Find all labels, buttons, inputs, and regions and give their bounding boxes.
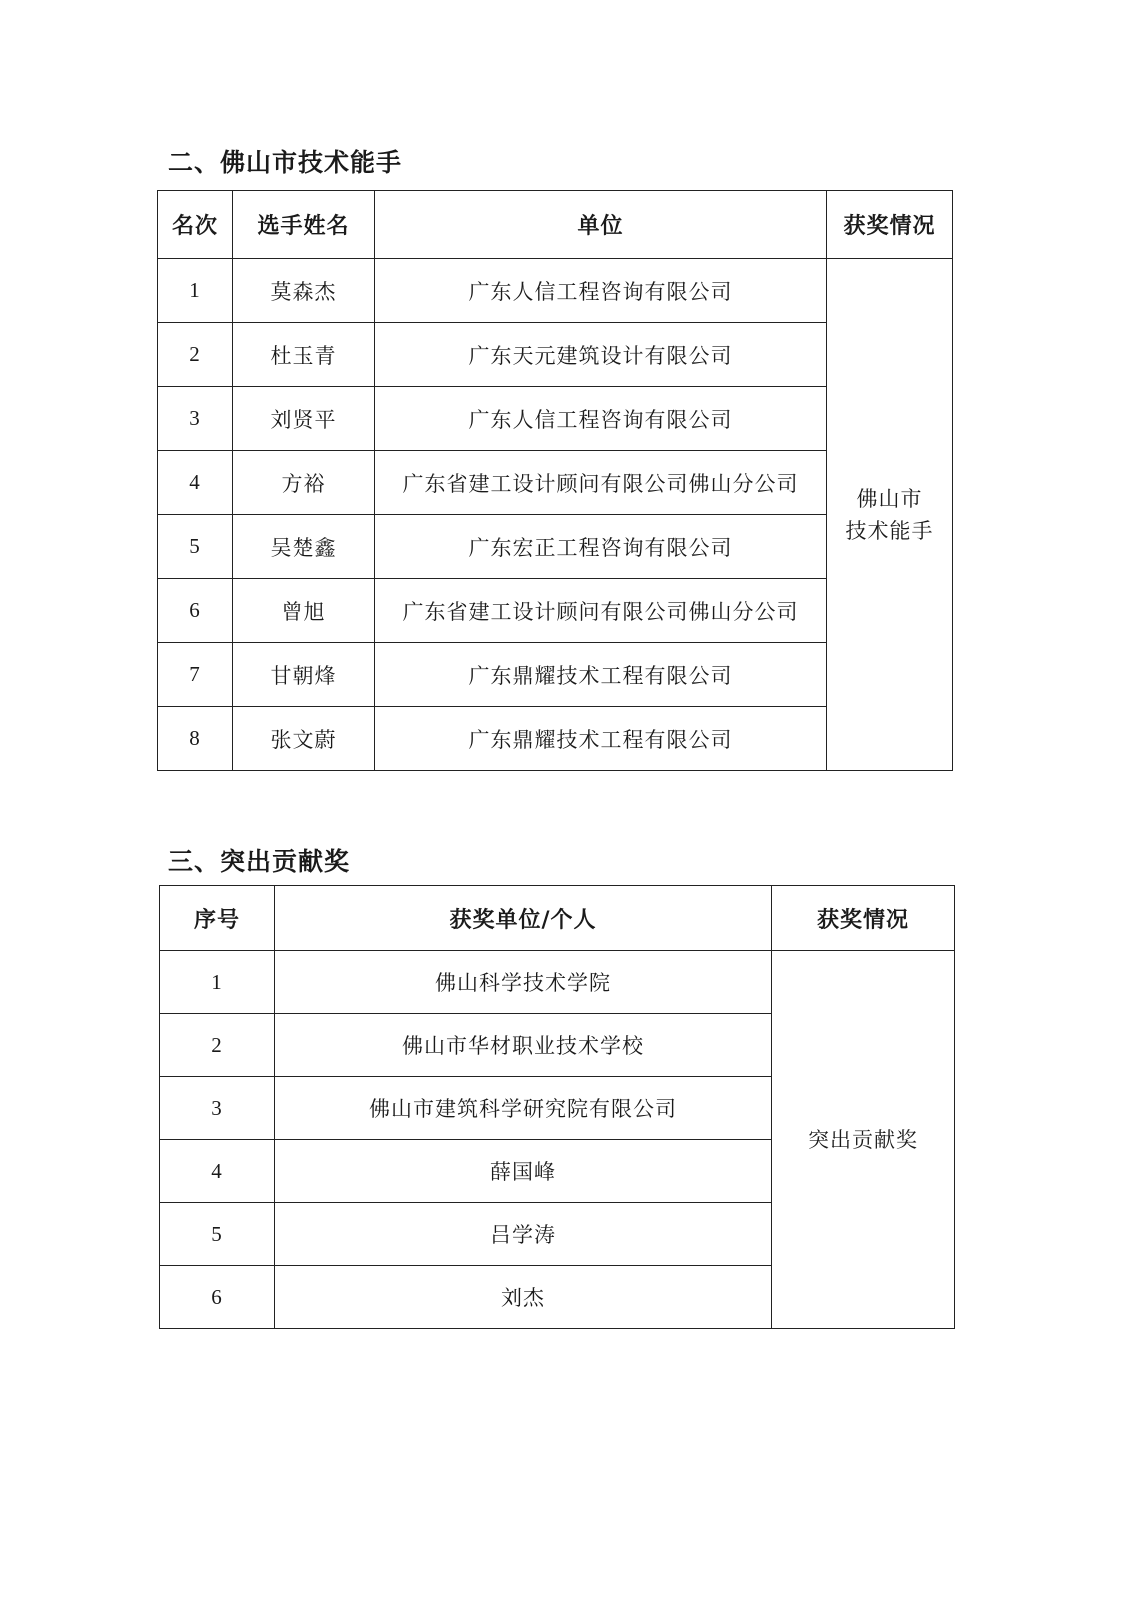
number-cell: 1: [160, 951, 275, 1014]
rank-cell: 2: [158, 323, 233, 387]
winner-cell: 刘杰: [275, 1266, 772, 1329]
rank-cell: 4: [158, 451, 233, 515]
header-rank: 名次: [158, 191, 233, 259]
name-cell: 甘朝烽: [233, 643, 375, 707]
header-number: 序号: [160, 886, 275, 951]
number-cell: 2: [160, 1014, 275, 1077]
table-header-row: [158, 191, 953, 259]
award-cell: [827, 259, 953, 771]
unit-cell: 广东天元建筑设计有限公司: [375, 323, 827, 387]
rank-cell: 7: [158, 643, 233, 707]
rank-cell: 1: [158, 259, 233, 323]
rank-cell: 8: [158, 707, 233, 771]
table-row: [158, 259, 953, 323]
table-header-row: [160, 886, 955, 951]
winner-cell: 薛国峰: [275, 1140, 772, 1203]
award-line: 佛山市: [856, 486, 923, 511]
rank-cell: 6: [158, 579, 233, 643]
section-title-outstanding-contribution: 三、突出贡献奖: [168, 847, 351, 876]
name-cell: 刘贤平: [233, 387, 375, 451]
name-cell: 莫森杰: [233, 259, 375, 323]
unit-cell: 广东人信工程咨询有限公司: [375, 387, 827, 451]
unit-cell: 广东鼎耀技术工程有限公司: [375, 643, 827, 707]
name-cell: 张文蔚: [233, 707, 375, 771]
rank-cell: 3: [158, 387, 233, 451]
unit-cell: 广东鼎耀技术工程有限公司: [375, 707, 827, 771]
name-cell: 吴楚鑫: [233, 515, 375, 579]
unit-cell: 广东省建工设计顾问有限公司佛山分公司: [375, 579, 827, 643]
rank-cell: 5: [158, 515, 233, 579]
name-cell: 杜玉青: [233, 323, 375, 387]
number-cell: 6: [160, 1266, 275, 1329]
award-cell: 突出贡献奖: [772, 951, 955, 1329]
header-winner: 获奖单位/个人: [275, 886, 772, 951]
number-cell: 4: [160, 1140, 275, 1203]
section-title-skilled-workers: 二、佛山市技术能手: [168, 148, 403, 177]
table-row: [160, 951, 955, 1014]
header-name: 选手姓名: [233, 191, 375, 259]
number-cell: 5: [160, 1203, 275, 1266]
winner-cell: 佛山市华材职业技术学校: [275, 1014, 772, 1077]
award-line: 技术能手: [845, 518, 934, 543]
header-award: 获奖情况: [827, 191, 953, 259]
name-cell: 方裕: [233, 451, 375, 515]
skilled-workers-table: [157, 190, 953, 771]
number-cell: 3: [160, 1077, 275, 1140]
winner-cell: 佛山科学技术学院: [275, 951, 772, 1014]
unit-cell: 广东省建工设计顾问有限公司佛山分公司: [375, 451, 827, 515]
unit-cell: 广东人信工程咨询有限公司: [375, 259, 827, 323]
header-unit: 单位: [375, 191, 827, 259]
header-award: 获奖情况: [772, 886, 955, 951]
unit-cell: 广东宏正工程咨询有限公司: [375, 515, 827, 579]
name-cell: 曾旭: [233, 579, 375, 643]
outstanding-contribution-table: [159, 885, 955, 1329]
winner-cell: 佛山市建筑科学研究院有限公司: [275, 1077, 772, 1140]
winner-cell: 吕学涛: [275, 1203, 772, 1266]
